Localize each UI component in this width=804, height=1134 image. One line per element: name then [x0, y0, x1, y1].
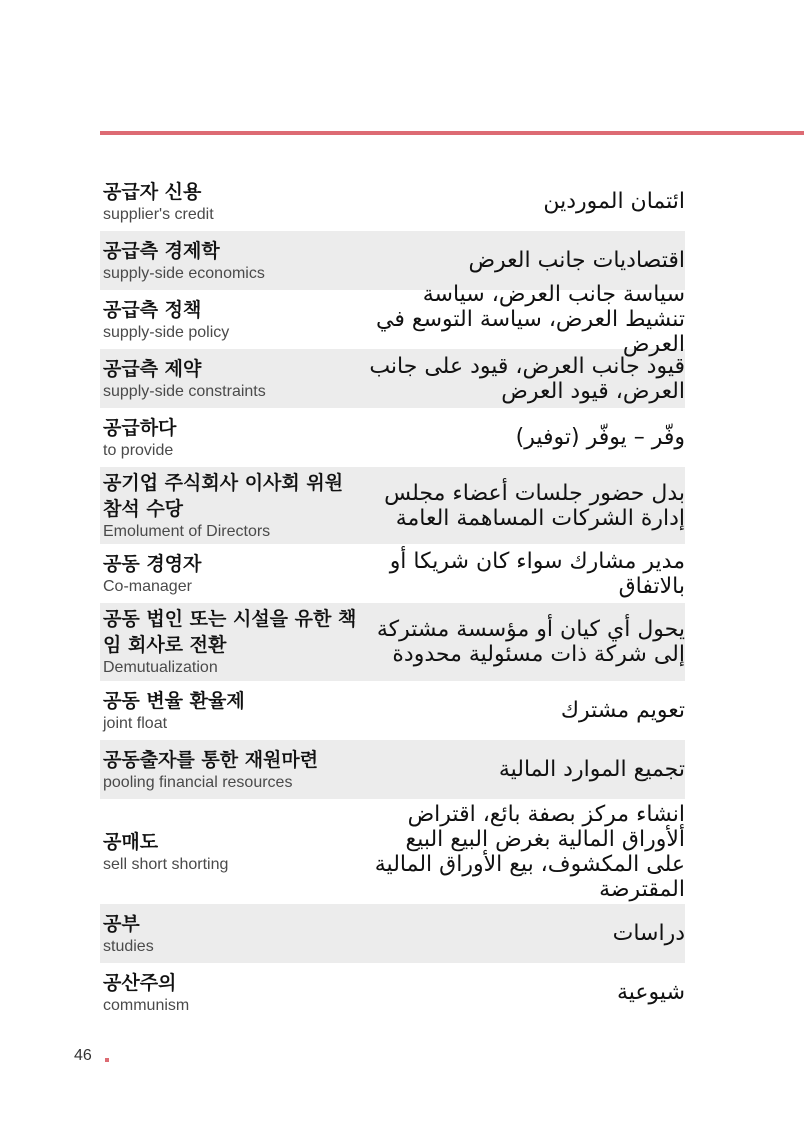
glossary-row	[100, 603, 685, 681]
glossary-row	[100, 740, 685, 799]
arabic-term: يحول أي كيان أو مؤسسة مشتركة إلى شركة ذات مسئولية محدودة	[376, 617, 685, 667]
korean-term: 공부	[103, 912, 140, 935]
arabic-term: وفّر – يوفّر (توفير)	[515, 425, 685, 450]
english-term: pooling financial resources	[103, 773, 293, 791]
english-term: supply-side constraints	[103, 382, 266, 400]
korean-term-cell	[103, 829, 358, 875]
korean-term-cell	[103, 970, 358, 1016]
korean-term-cell	[103, 747, 358, 793]
arabic-term: تعويم مشترك	[560, 698, 685, 723]
korean-term-cell	[103, 297, 358, 343]
english-term: joint float	[103, 714, 168, 732]
korean-term-cell	[103, 911, 358, 957]
glossary-row	[100, 963, 685, 1022]
glossary-row	[100, 172, 685, 231]
glossary-row	[100, 544, 685, 603]
glossary-row	[100, 799, 685, 904]
korean-term-cell	[103, 356, 358, 402]
glossary-row	[100, 282, 685, 357]
korean-term-cell	[103, 238, 358, 284]
korean-term: 공매도	[103, 830, 159, 853]
arabic-term: اقتصاديات جانب العرض	[468, 248, 685, 273]
glossary-row	[100, 904, 685, 963]
glossary-row	[100, 408, 685, 467]
korean-term: 공동 법인 또는 시설을 유한 책임 회사로 전환	[103, 608, 357, 656]
arabic-term: دراسات	[612, 921, 685, 946]
english-term: studies	[103, 937, 154, 955]
english-term: to provide	[103, 441, 174, 459]
korean-term: 공급측 정책	[103, 298, 202, 321]
arabic-term: قيود جانب العرض، قيود على جانب العرض، قيود العرض	[369, 353, 685, 404]
korean-term: 공급측 제약	[103, 357, 202, 380]
korean-term: 공급하다	[103, 416, 177, 439]
page-number-dot	[105, 1058, 109, 1062]
glossary-row	[100, 349, 685, 408]
korean-term-cell	[103, 606, 358, 678]
english-term: Emolument of Directors	[103, 522, 271, 540]
arabic-term: مدير مشارك سواء كان شريكا أو بالاتفاق	[389, 548, 685, 599]
english-term: communism	[103, 996, 190, 1014]
english-term: Demutualization	[103, 659, 218, 676]
english-term: supplier's credit	[103, 205, 214, 223]
korean-term: 공동출자를 통한 재원마련	[103, 748, 319, 771]
arabic-term: انشاء مركز بصفة بائع، اقتراض ألأوراق المالية بغرض البيع البيع على المكشوف، بيع الأوراق المالية المقترضة	[374, 801, 685, 902]
korean-term-cell	[103, 551, 358, 597]
korean-term: 공산주의	[103, 971, 177, 994]
korean-term: 공동 변율 환율제	[103, 689, 245, 712]
top-accent-rule	[100, 131, 804, 135]
glossary-table	[100, 172, 685, 1022]
korean-term: 공급측 경제학	[103, 239, 220, 262]
korean-term: 공급자 신용	[103, 180, 202, 203]
glossary-row	[100, 467, 685, 544]
english-term: sell short shorting	[103, 855, 229, 873]
arabic-term: سياسة جانب العرض، سياسة تنشيط العرض، سياسة التوسع في العرض	[376, 282, 685, 357]
arabic-term: ائتمان الموردين	[543, 189, 685, 214]
arabic-term: شيوعية	[617, 980, 685, 1005]
korean-term: 공기업 주식회사 이사회 위원 참석 수당	[103, 471, 344, 520]
korean-term: 공동 경영자	[103, 552, 202, 575]
arabic-term: بدل حضور جلسات أعضاء مجلس إدارة الشركات المساهمة العامة	[384, 480, 685, 531]
arabic-term: تجميع الموارد المالية	[498, 757, 685, 782]
korean-term-cell	[103, 470, 358, 542]
english-term: Co-manager	[103, 577, 192, 595]
english-term: supply-side economics	[103, 264, 265, 282]
korean-term-cell	[103, 415, 358, 461]
korean-term-cell	[103, 688, 358, 734]
korean-term-cell	[103, 179, 358, 225]
glossary-row	[100, 681, 685, 740]
page-number: 46	[74, 1047, 92, 1064]
english-term: supply-side policy	[103, 323, 230, 341]
